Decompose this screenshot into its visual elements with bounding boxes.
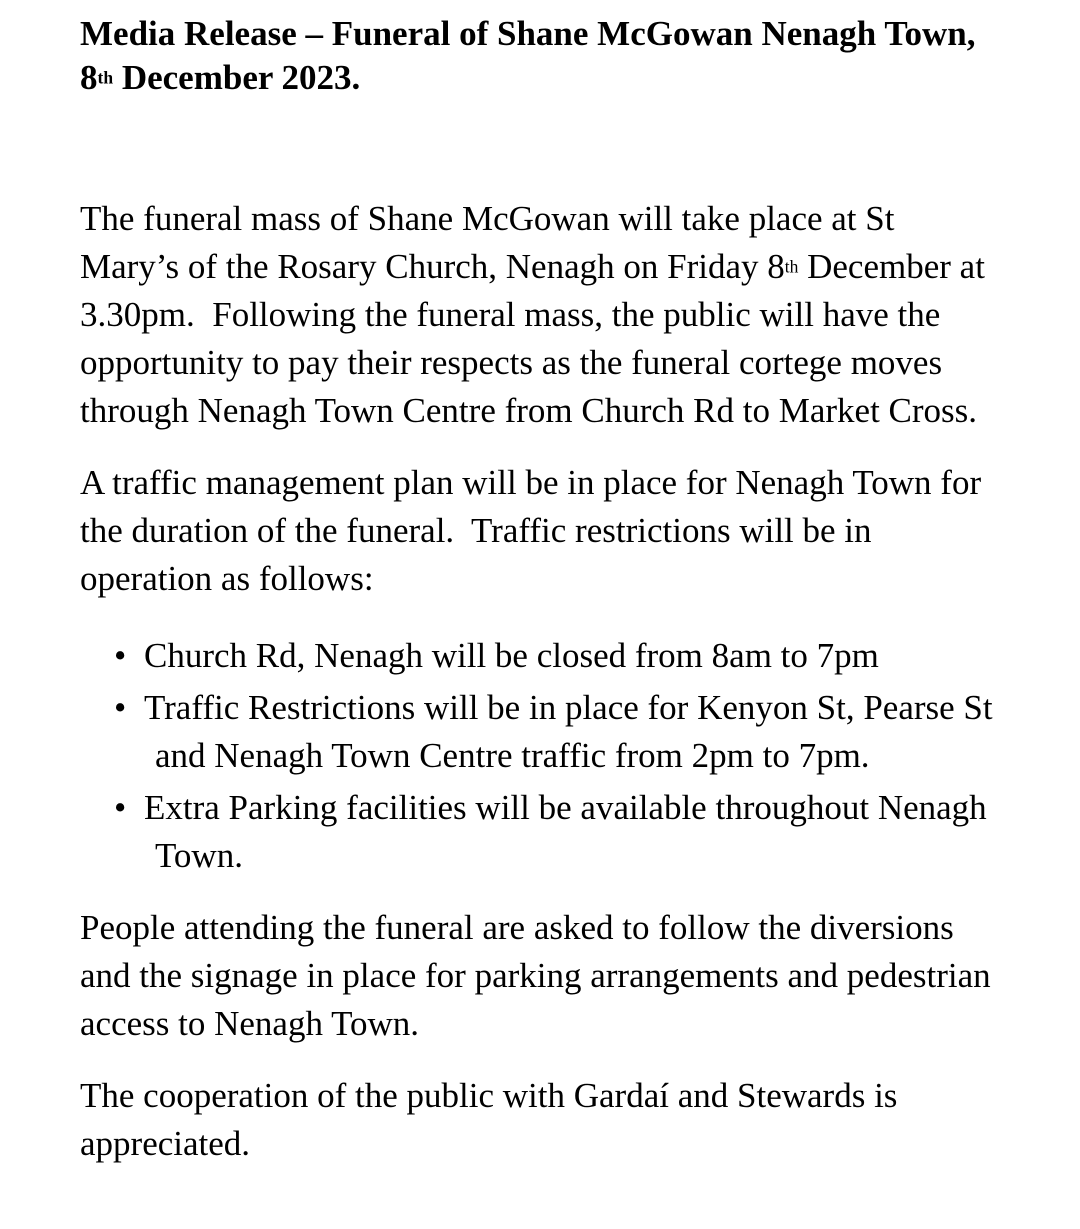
paragraph-funeral-mass [80, 195, 1030, 435]
title-date-number: 8 [80, 58, 98, 97]
title-line-2 [80, 56, 1030, 100]
title-date-rest: December 2023. [113, 58, 361, 97]
paragraph-line: 3.30pm. Following the funeral mass, the public will have the [80, 295, 941, 334]
paragraph-line: A traffic management plan will be in place for Nenagh Town for [80, 463, 982, 502]
text-segment: December at [798, 247, 985, 286]
title-line-1: Media Release – Funeral of Shane McGowan Nenagh Town, [80, 14, 976, 53]
paragraph-line: access to Nenagh Town. [80, 1004, 420, 1043]
bullet-icon: • [114, 688, 127, 727]
paragraph-line: People attending the funeral are asked to follow the diversions [80, 908, 954, 947]
list-item-line: and Nenagh Town Centre traffic from 2pm to 7pm. [155, 736, 870, 775]
bullet-icon: • [114, 636, 127, 675]
list-item-church-rd [80, 632, 1030, 680]
paragraph-diversions [80, 904, 1030, 1048]
paragraph-line: The cooperation of the public with Gardaí and Stewards is [80, 1076, 898, 1115]
list-item-line: Extra Parking facilities will be available throughout Nenagh [144, 788, 987, 827]
text-segment: Mary’s of the Rosary Church, Nenagh on Friday 8 [80, 247, 785, 286]
paragraph-line: through Nenagh Town Centre from Church Rd to Market Cross. [80, 391, 978, 430]
paragraph-line: and the signage in place for parking arrangements and pedestrian [80, 956, 991, 995]
list-item-traffic-restrictions [80, 684, 1030, 780]
list-item-line: Traffic Restrictions will be in place for Kenyon St, Pearse St [144, 688, 993, 727]
paragraph-cooperation [80, 1072, 1030, 1168]
ordinal-suffix: th [97, 67, 114, 88]
bullet-icon: • [114, 788, 127, 827]
list-item-extra-parking [80, 784, 1030, 880]
list-item-line: Town. [155, 836, 243, 875]
paragraph-line: The funeral mass of Shane McGowan will take place at St [80, 199, 895, 238]
ordinal-suffix: th [784, 256, 799, 277]
paragraph-line [80, 243, 1030, 291]
paragraph-line: opportunity to pay their respects as the funeral cortege moves [80, 343, 943, 382]
paragraph-line: the duration of the funeral. Traffic restrictions will be in [80, 511, 872, 550]
traffic-restrictions-list [80, 632, 1030, 880]
paragraph-line: operation as follows: [80, 559, 374, 598]
paragraph-traffic-plan [80, 459, 1030, 603]
paragraph-line: appreciated. [80, 1124, 251, 1163]
page-title [80, 12, 1030, 100]
list-item-line: Church Rd, Nenagh will be closed from 8am to 7pm [144, 636, 879, 675]
